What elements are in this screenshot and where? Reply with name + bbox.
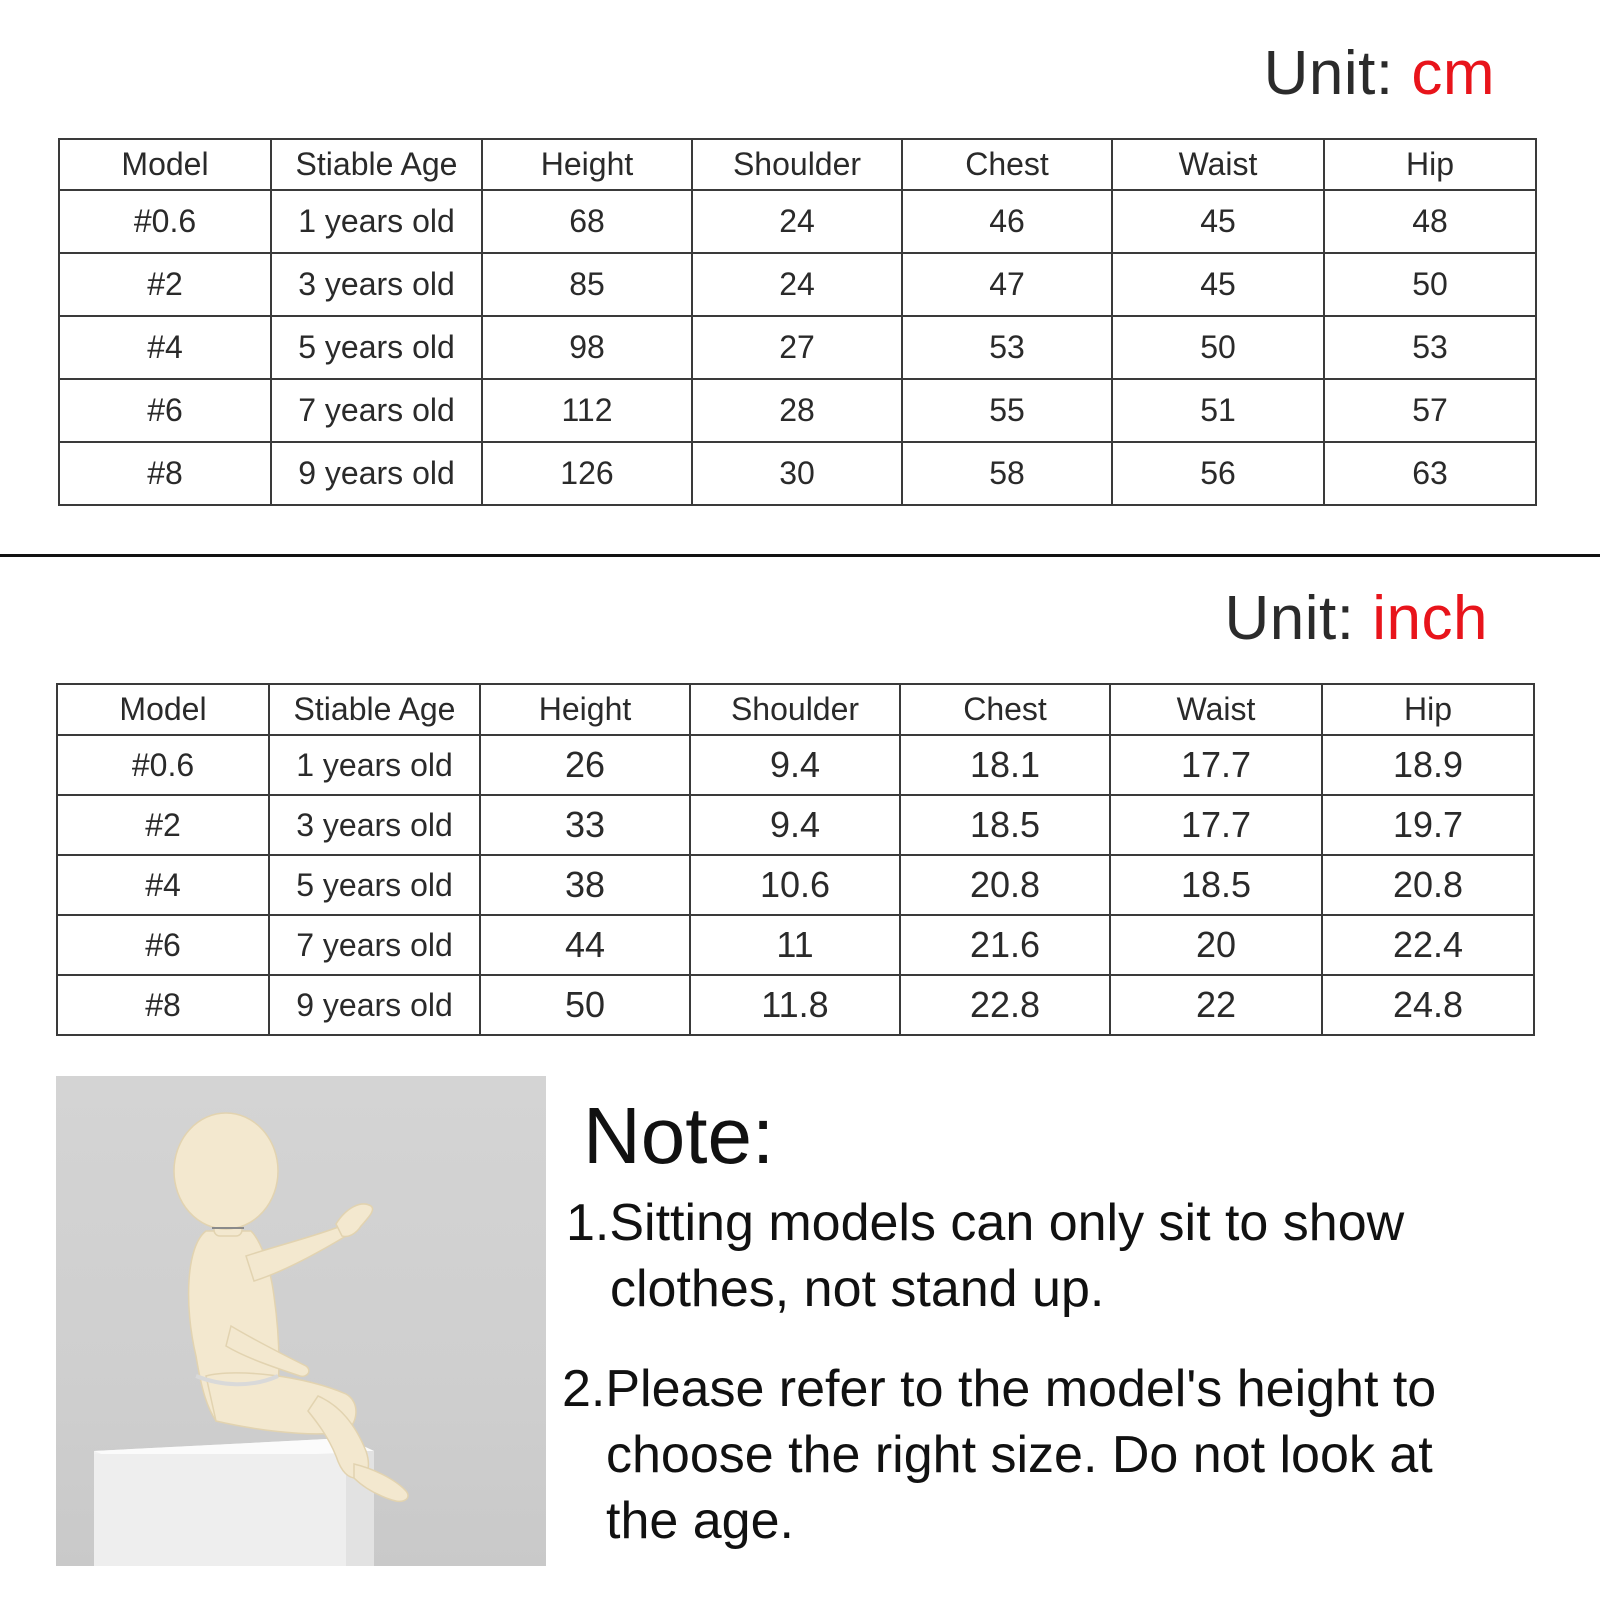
column-header: Chest <box>902 139 1112 190</box>
unit-inch-title <box>1225 583 1488 654</box>
table-cell: 9 years old <box>269 975 480 1035</box>
unit-cm-title <box>1264 38 1495 109</box>
section-divider <box>0 554 1600 557</box>
table-cell: 51 <box>1112 379 1324 442</box>
table-cell: #2 <box>57 795 269 855</box>
column-header: Waist <box>1110 684 1322 735</box>
table-row <box>59 379 1536 442</box>
table-cell: 18.9 <box>1322 735 1534 795</box>
table-cell: 10.6 <box>690 855 900 915</box>
table-cell: #0.6 <box>57 735 269 795</box>
column-header: Shoulder <box>690 684 900 735</box>
column-header: Height <box>480 684 690 735</box>
note-title: Note: <box>583 1091 775 1180</box>
table-cell: 24 <box>692 253 902 316</box>
table-cell: 3 years old <box>269 795 480 855</box>
table-cell: 20.8 <box>1322 855 1534 915</box>
table-cell: 63 <box>1324 442 1536 505</box>
table-cell: 7 years old <box>269 915 480 975</box>
table-cell: 68 <box>482 190 692 253</box>
table-cell: 17.7 <box>1110 795 1322 855</box>
table-cell: 30 <box>692 442 902 505</box>
table-cell: 22 <box>1110 975 1322 1035</box>
column-header: Shoulder <box>692 139 902 190</box>
table-cell: 57 <box>1324 379 1536 442</box>
note-line: clothes, not stand up. <box>610 1260 1105 1318</box>
table-cell: 33 <box>480 795 690 855</box>
size-table-inch <box>56 683 1535 1036</box>
mannequin-photo <box>56 1076 546 1566</box>
table-cell: 50 <box>480 975 690 1035</box>
note-item <box>566 1190 1566 1322</box>
table-cell: 45 <box>1112 190 1324 253</box>
column-header: Stiable Age <box>271 139 482 190</box>
table-cell: 11 <box>690 915 900 975</box>
table-cell: 53 <box>902 316 1112 379</box>
table-cell: 46 <box>902 190 1112 253</box>
unit-label: Unit: <box>1263 39 1412 108</box>
table-cell: #0.6 <box>59 190 271 253</box>
table-row <box>57 855 1534 915</box>
table-cell: #2 <box>59 253 271 316</box>
column-header: Chest <box>900 684 1110 735</box>
note-item <box>562 1356 1582 1554</box>
table-row <box>57 915 1534 975</box>
column-header: Hip <box>1322 684 1534 735</box>
table-cell: 22.4 <box>1322 915 1534 975</box>
note-line: 1.Sitting models can only sit to show <box>566 1194 1405 1252</box>
table-cell: 55 <box>902 379 1112 442</box>
table-cell: 44 <box>480 915 690 975</box>
table-cell: 9.4 <box>690 735 900 795</box>
note-line: the age. <box>606 1492 794 1550</box>
table-cell: 53 <box>1324 316 1536 379</box>
column-header: Model <box>57 684 269 735</box>
table-row <box>59 316 1536 379</box>
table-cell: 28 <box>692 379 902 442</box>
unit-value: inch <box>1372 584 1488 653</box>
table-cell: #4 <box>57 855 269 915</box>
table-cell: 9.4 <box>690 795 900 855</box>
table-cell: 5 years old <box>271 316 482 379</box>
column-header: Model <box>59 139 271 190</box>
table-cell: 56 <box>1112 442 1324 505</box>
table-cell: 1 years old <box>269 735 480 795</box>
table-cell: #6 <box>59 379 271 442</box>
table-cell: 22.8 <box>900 975 1110 1035</box>
column-header: Stiable Age <box>269 684 480 735</box>
table-cell: #4 <box>59 316 271 379</box>
table-cell: 27 <box>692 316 902 379</box>
table-header-row <box>59 139 1536 190</box>
table-cell: 18.5 <box>900 795 1110 855</box>
table-cell: #6 <box>57 915 269 975</box>
unit-value: cm <box>1411 39 1495 108</box>
table-cell: #8 <box>57 975 269 1035</box>
table-row <box>57 795 1534 855</box>
note-line: 2.Please refer to the model's height to <box>562 1360 1437 1418</box>
table-cell: 47 <box>902 253 1112 316</box>
table-cell: 11.8 <box>690 975 900 1035</box>
table-cell: 24 <box>692 190 902 253</box>
table-cell: 9 years old <box>271 442 482 505</box>
table-cell: 19.7 <box>1322 795 1534 855</box>
table-cell: 48 <box>1324 190 1536 253</box>
table-cell: 50 <box>1324 253 1536 316</box>
table-cell: 85 <box>482 253 692 316</box>
table-row <box>59 442 1536 505</box>
table-cell: 1 years old <box>271 190 482 253</box>
table-cell: 38 <box>480 855 690 915</box>
table-cell: 126 <box>482 442 692 505</box>
table-cell: 45 <box>1112 253 1324 316</box>
sitting-mannequin-illustration <box>56 1076 546 1566</box>
table-cell: 5 years old <box>269 855 480 915</box>
table-row <box>59 190 1536 253</box>
table-row <box>57 735 1534 795</box>
table-cell: 18.5 <box>1110 855 1322 915</box>
column-header: Waist <box>1112 139 1324 190</box>
table-cell: 17.7 <box>1110 735 1322 795</box>
table-header-row <box>57 684 1534 735</box>
table-cell: 112 <box>482 379 692 442</box>
table-cell: 18.1 <box>900 735 1110 795</box>
note-line: choose the right size. Do not look at <box>606 1426 1433 1484</box>
table-cell: 3 years old <box>271 253 482 316</box>
table-cell: 24.8 <box>1322 975 1534 1035</box>
table-cell: 21.6 <box>900 915 1110 975</box>
column-header: Height <box>482 139 692 190</box>
table-cell: 20 <box>1110 915 1322 975</box>
table-cell: 26 <box>480 735 690 795</box>
table-cell: #8 <box>59 442 271 505</box>
table-row <box>57 975 1534 1035</box>
table-cell: 98 <box>482 316 692 379</box>
table-cell: 50 <box>1112 316 1324 379</box>
unit-label: Unit: <box>1224 584 1373 653</box>
table-row <box>59 253 1536 316</box>
table-cell: 7 years old <box>271 379 482 442</box>
column-header: Hip <box>1324 139 1536 190</box>
size-table-cm <box>58 138 1537 506</box>
table-cell: 58 <box>902 442 1112 505</box>
table-cell: 20.8 <box>900 855 1110 915</box>
